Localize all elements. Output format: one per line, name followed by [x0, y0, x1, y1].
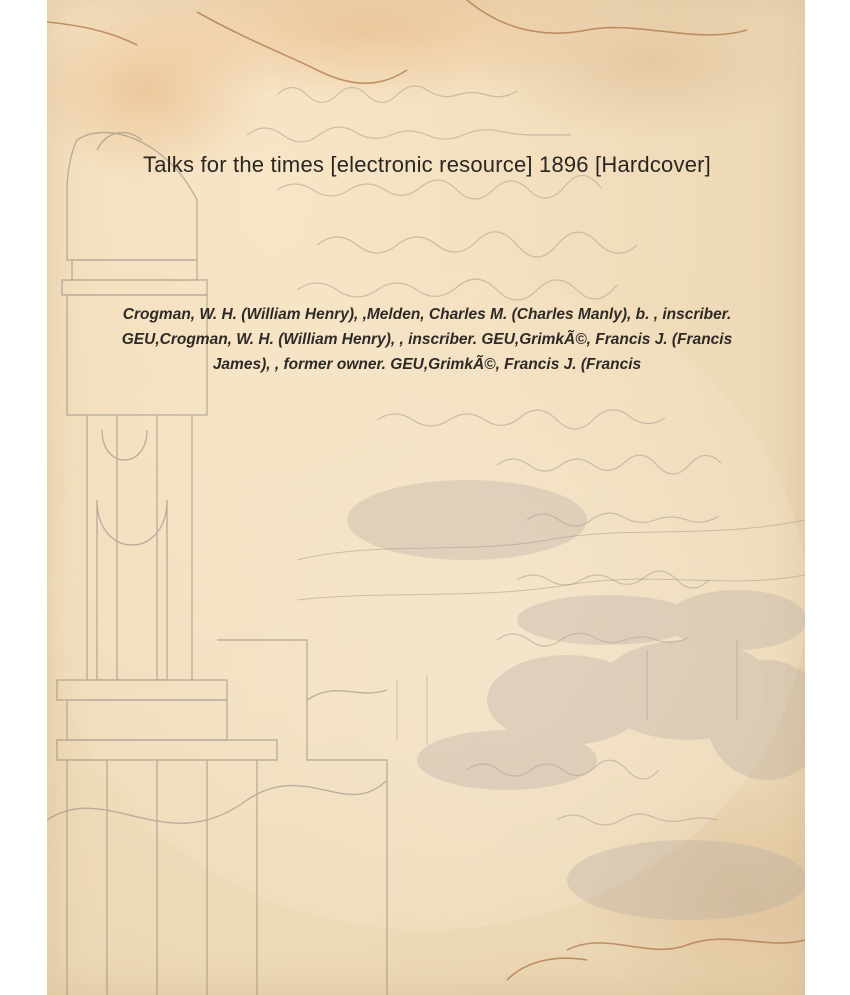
- book-cover: [47, 0, 805, 995]
- book-title: Talks for the times [electronic resource] 1896 [Hardcover]: [143, 152, 711, 177]
- book-authors: Crogman, W. H. (William Henry), ,Melden, Charles M. (Charles Manly), b. , inscriber. GEU,Crogman, W. H. (William Henry), , inscriber. GEU,GrimkÃ©, Francis J. (Francis James), , former owner. GEU,GrimkÃ©, Francis J. (Francis: [121, 306, 733, 373]
